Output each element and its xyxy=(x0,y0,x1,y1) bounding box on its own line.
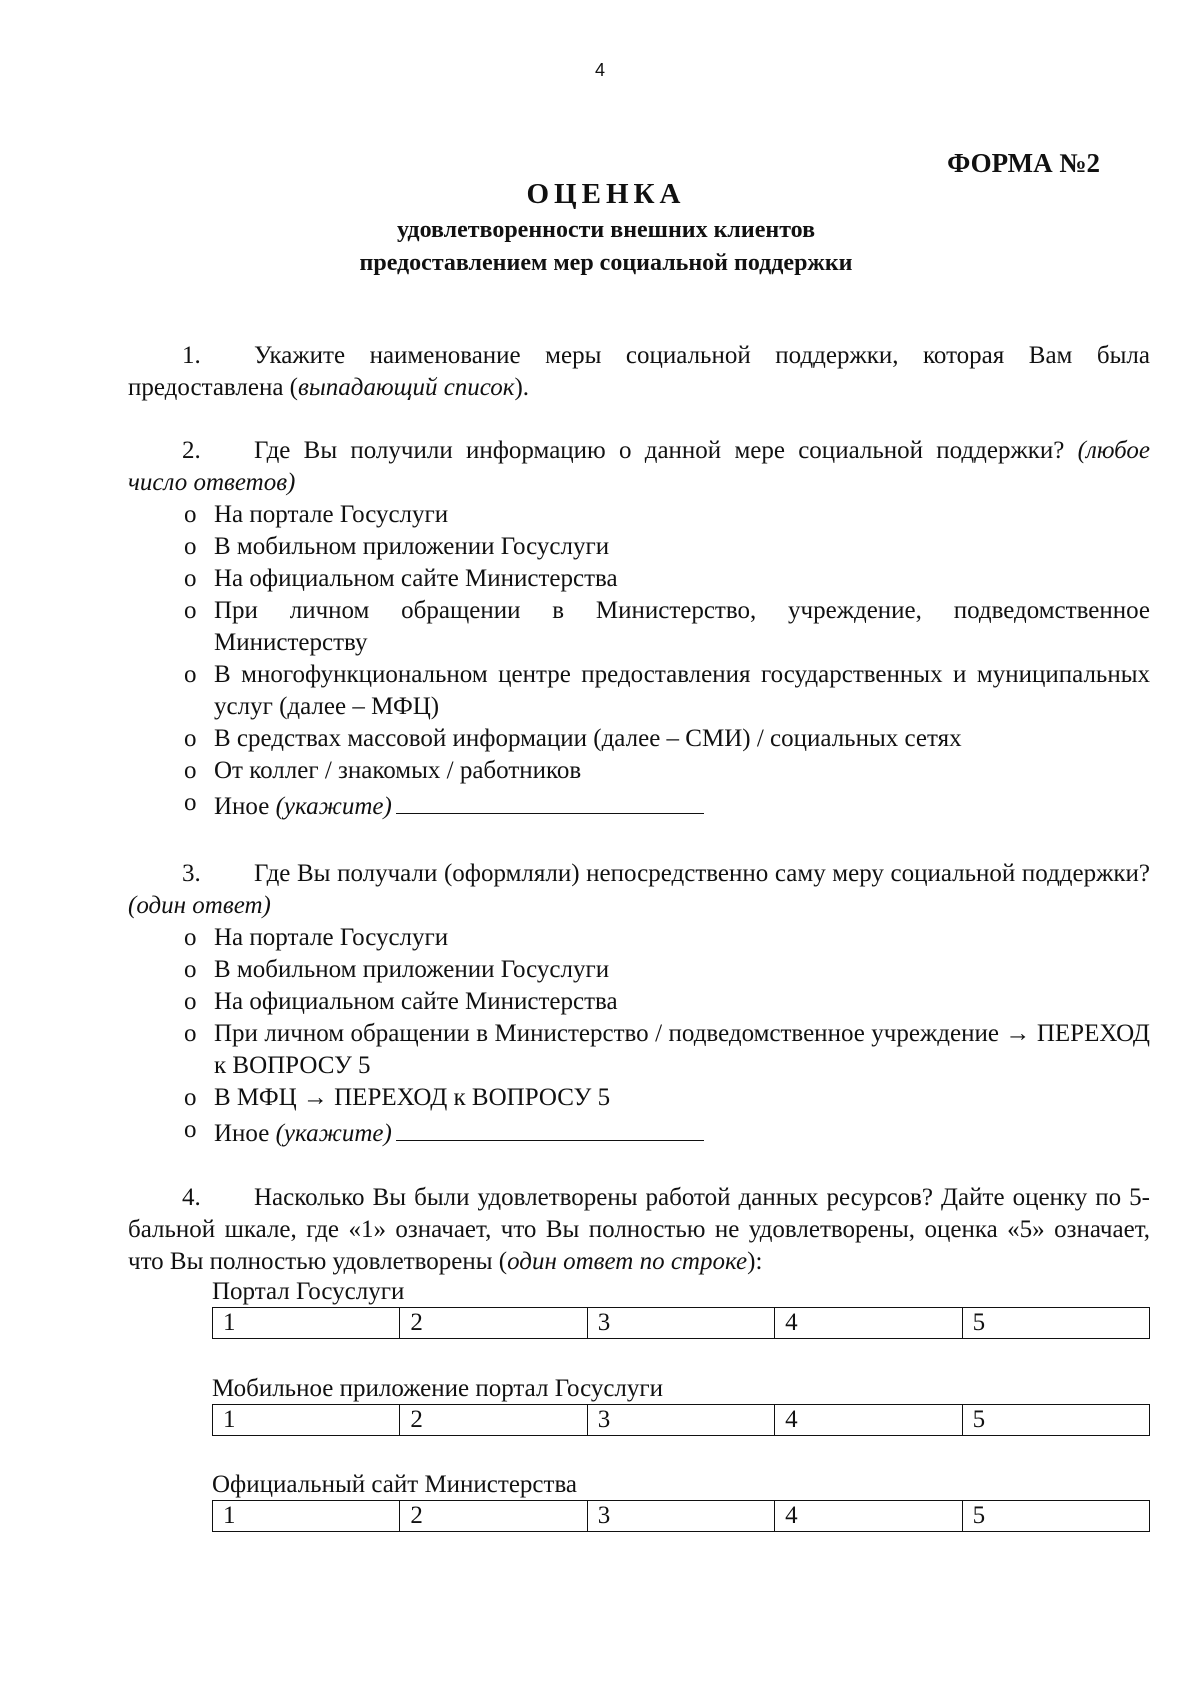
rating-cell[interactable]: 2 xyxy=(400,1308,587,1339)
document-subtitle-line2: предоставлением мер социальной поддержки xyxy=(359,250,853,276)
rating-label: Официальный сайт Министерства xyxy=(212,1471,578,1498)
question-text: Где Вы получали (оформляли) непосредственно саму меру социальной поддержки? xyxy=(254,860,1150,887)
radio-bullet-icon: o xyxy=(184,1116,197,1143)
option[interactable] xyxy=(184,986,1150,1018)
rating-cell[interactable]: 2 xyxy=(400,1405,587,1436)
radio-bullet-icon: o xyxy=(184,597,197,624)
rating-scale xyxy=(212,1307,1150,1339)
rating-mobile-app xyxy=(212,1374,1154,1436)
rating-cell[interactable]: 3 xyxy=(587,1308,774,1339)
rating-cell[interactable]: 5 xyxy=(962,1405,1149,1436)
question-note: один ответ по строке xyxy=(507,1248,748,1275)
other-answer-field[interactable] xyxy=(396,787,704,814)
option-label: Иное xyxy=(214,1120,276,1147)
radio-bullet-icon: o xyxy=(184,757,197,784)
question-1 xyxy=(128,340,1150,404)
document-title: ОЦЕНКА xyxy=(526,178,686,210)
rating-scale xyxy=(212,1404,1150,1436)
rating-cell[interactable]: 2 xyxy=(400,1501,587,1532)
question-text: Где Вы получили информацию о данной мере социальной поддержки? xyxy=(254,437,1078,464)
question-2-options xyxy=(184,499,1150,823)
radio-bullet-icon: o xyxy=(184,501,197,528)
rating-scale xyxy=(212,1500,1150,1532)
question-number: 2. xyxy=(182,437,201,464)
radio-bullet-icon: o xyxy=(184,956,197,983)
question-tail: ): xyxy=(747,1248,763,1275)
radio-bullet-icon: o xyxy=(184,924,197,951)
rating-cell[interactable]: 4 xyxy=(775,1501,962,1532)
radio-bullet-icon: o xyxy=(184,565,197,592)
option-label: В средствах массовой информации (далее – СМИ) / социальных сетях xyxy=(214,725,962,752)
option[interactable] xyxy=(184,595,1150,659)
rating-cell[interactable]: 4 xyxy=(775,1405,962,1436)
page-number: 4 xyxy=(594,60,605,80)
rating-cell[interactable]: 4 xyxy=(775,1308,962,1339)
option-label: Иное xyxy=(214,793,276,820)
question-number: 3. xyxy=(182,860,201,887)
rating-cell[interactable]: 1 xyxy=(213,1501,400,1532)
option-other[interactable] xyxy=(184,1114,1150,1150)
option-label: На портале Госуслуги xyxy=(214,501,449,528)
question-note: выпадающий список xyxy=(298,374,515,401)
question-tail: ). xyxy=(514,374,530,401)
option-label: При личном обращении в Министерство, учреждение, подведомственное Министерству xyxy=(214,597,1150,656)
rating-cell[interactable]: 3 xyxy=(587,1501,774,1532)
question-text: Укажите наименование меры социальной поддержки, которая Вам была предоставлена ( xyxy=(128,342,1150,401)
option[interactable] xyxy=(184,563,1150,595)
radio-bullet-icon: o xyxy=(184,533,197,560)
radio-bullet-icon: o xyxy=(184,725,197,752)
option-label: При личном обращении в Министерство / подведомственное учреждение → ПЕРЕХОД к ВОПРОСУ 5 xyxy=(214,1020,1150,1079)
rating-cell[interactable]: 3 xyxy=(587,1405,774,1436)
question-3 xyxy=(128,858,1150,922)
option-label: От коллег / знакомых / работников xyxy=(214,757,582,784)
rating-cell[interactable]: 1 xyxy=(213,1405,400,1436)
option[interactable] xyxy=(184,659,1150,723)
option-other[interactable] xyxy=(184,787,1150,823)
option[interactable] xyxy=(184,922,1150,954)
option[interactable] xyxy=(184,531,1150,563)
radio-bullet-icon: o xyxy=(184,661,197,688)
option[interactable] xyxy=(184,755,1150,787)
rating-label: Мобильное приложение портал Госуслуги xyxy=(212,1375,664,1402)
question-2 xyxy=(128,435,1150,499)
question-note: (один ответ) xyxy=(128,892,271,919)
question-3-options xyxy=(184,922,1150,1150)
form-label: ФОРМА №2 xyxy=(947,148,1100,178)
question-4 xyxy=(128,1182,1150,1278)
radio-bullet-icon: o xyxy=(184,988,197,1015)
option-label: В мобильном приложении Госуслуги xyxy=(214,533,610,560)
option-label: На официальном сайте Министерства xyxy=(214,988,618,1015)
rating-cell[interactable]: 1 xyxy=(213,1308,400,1339)
question-number: 1. xyxy=(182,342,201,369)
other-answer-field[interactable] xyxy=(396,1114,704,1141)
option-note: (укажите) xyxy=(275,793,392,820)
option[interactable] xyxy=(184,1018,1150,1082)
question-note: (любое число ответов) xyxy=(128,437,1150,496)
option-label: В мобильном приложении Госуслуги xyxy=(214,956,610,983)
question-text: Насколько Вы были удовлетворены работой данных ресурсов? Дайте оценку по 5-бальной шкале, где «1» означает, что Вы полностью не удовлетворены, оценка «5» означает, что Вы полностью удовлетворены ( xyxy=(128,1184,1150,1275)
rating-label: Портал Госуслуги xyxy=(212,1278,405,1305)
option-label: На официальном сайте Министерства xyxy=(214,565,618,592)
option[interactable] xyxy=(184,499,1150,531)
option-label: На портале Госуслуги xyxy=(214,924,449,951)
option-label: В многофункциональном центре предоставления государственных и муниципальных услуг (далее – МФЦ) xyxy=(214,661,1150,720)
rating-ministry-site xyxy=(212,1470,1154,1532)
rating-portal xyxy=(212,1277,1154,1339)
question-number: 4. xyxy=(182,1184,201,1211)
option[interactable] xyxy=(184,1082,1150,1114)
radio-bullet-icon: o xyxy=(184,1020,197,1047)
rating-cell[interactable]: 5 xyxy=(962,1501,1149,1532)
rating-cell[interactable]: 5 xyxy=(962,1308,1149,1339)
option[interactable] xyxy=(184,954,1150,986)
document-subtitle-line1: удовлетворенности внешних клиентов xyxy=(396,217,816,243)
option[interactable] xyxy=(184,723,1150,755)
radio-bullet-icon: o xyxy=(184,789,197,816)
option-note: (укажите) xyxy=(275,1120,392,1147)
radio-bullet-icon: o xyxy=(184,1084,197,1111)
option-label: В МФЦ → ПЕРЕХОД к ВОПРОСУ 5 xyxy=(214,1084,611,1111)
